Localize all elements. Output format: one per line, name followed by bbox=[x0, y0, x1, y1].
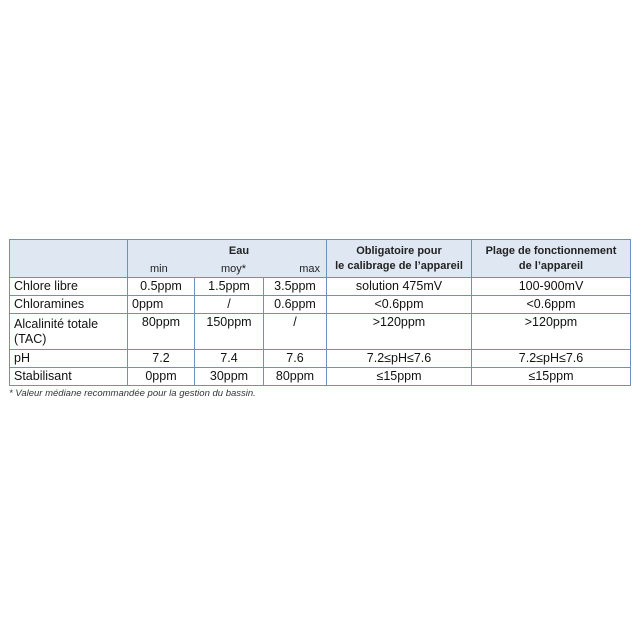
cell-max: 80ppm bbox=[264, 368, 327, 386]
cell-calibrage: >120ppm bbox=[327, 314, 472, 350]
header-min-label: min bbox=[150, 263, 168, 275]
cell-calibrage: ≤15ppm bbox=[327, 368, 472, 386]
cell-max: 3.5ppm bbox=[264, 278, 327, 296]
cell-plage: 100-900mV bbox=[472, 278, 631, 296]
table-row-ph bbox=[10, 350, 631, 368]
cell-plage: ≤15ppm bbox=[472, 368, 631, 386]
header-calibrage-line1: Obligatoire pour bbox=[356, 244, 442, 257]
cell-calibrage: solution 475mV bbox=[327, 278, 472, 296]
cell-min: 0ppm bbox=[128, 296, 195, 314]
row-label: Chloramines bbox=[10, 296, 128, 314]
cell-plage: 7.2≤pH≤7.6 bbox=[472, 350, 631, 368]
header-eau-label: Eau bbox=[228, 245, 250, 257]
water-parameters-table bbox=[9, 239, 631, 386]
header-plage-line2: de l’appareil bbox=[518, 259, 584, 272]
cell-min: 0ppm bbox=[128, 368, 195, 386]
row-label: pH bbox=[10, 350, 128, 368]
cell-moy: 30ppm bbox=[195, 368, 264, 386]
header-empty-cell bbox=[10, 240, 128, 278]
cell-moy: 150ppm bbox=[195, 314, 264, 350]
row-label-line1: Alcalinité totale bbox=[14, 316, 99, 331]
row-label-line2: (TAC) bbox=[14, 331, 47, 346]
header-eau-subcolumns bbox=[128, 259, 326, 277]
cell-calibrage: 7.2≤pH≤7.6 bbox=[327, 350, 472, 368]
row-label: Chlore libre bbox=[10, 278, 128, 296]
header-plage-cell bbox=[472, 240, 631, 278]
header-eau-cell bbox=[128, 240, 327, 278]
header-moy-label: moy* bbox=[220, 263, 246, 275]
cell-min: 80ppm bbox=[128, 314, 195, 350]
header-max-label: max bbox=[299, 263, 320, 275]
cell-min: 7.2 bbox=[128, 350, 195, 368]
cell-plage: <0.6ppm bbox=[472, 296, 631, 314]
header-plage-line1: Plage de fonctionnement bbox=[485, 244, 617, 257]
row-label-cell bbox=[10, 314, 128, 350]
table-footnote: * Valeur médiane recommandée pour la gestion du bassin. bbox=[9, 388, 256, 399]
table-row-alcalinite bbox=[10, 314, 631, 350]
cell-plage: >120ppm bbox=[472, 314, 631, 350]
cell-calibrage: <0.6ppm bbox=[327, 296, 472, 314]
cell-moy: 1.5ppm bbox=[195, 278, 264, 296]
cell-max: 7.6 bbox=[264, 350, 327, 368]
cell-min: 0.5ppm bbox=[128, 278, 195, 296]
row-label: Stabilisant bbox=[10, 368, 128, 386]
table-row-stabilisant bbox=[10, 368, 631, 386]
header-calibrage-line2: le calibrage de l’appareil bbox=[335, 259, 463, 272]
cell-moy: / bbox=[195, 296, 264, 314]
header-calibrage-cell bbox=[327, 240, 472, 278]
table-header-row bbox=[10, 240, 631, 278]
cell-max: / bbox=[264, 314, 327, 350]
cell-moy: 7.4 bbox=[195, 350, 264, 368]
cell-max: 0.6ppm bbox=[264, 296, 327, 314]
table-row-chloramines bbox=[10, 296, 631, 314]
table-row-chlore-libre bbox=[10, 278, 631, 296]
